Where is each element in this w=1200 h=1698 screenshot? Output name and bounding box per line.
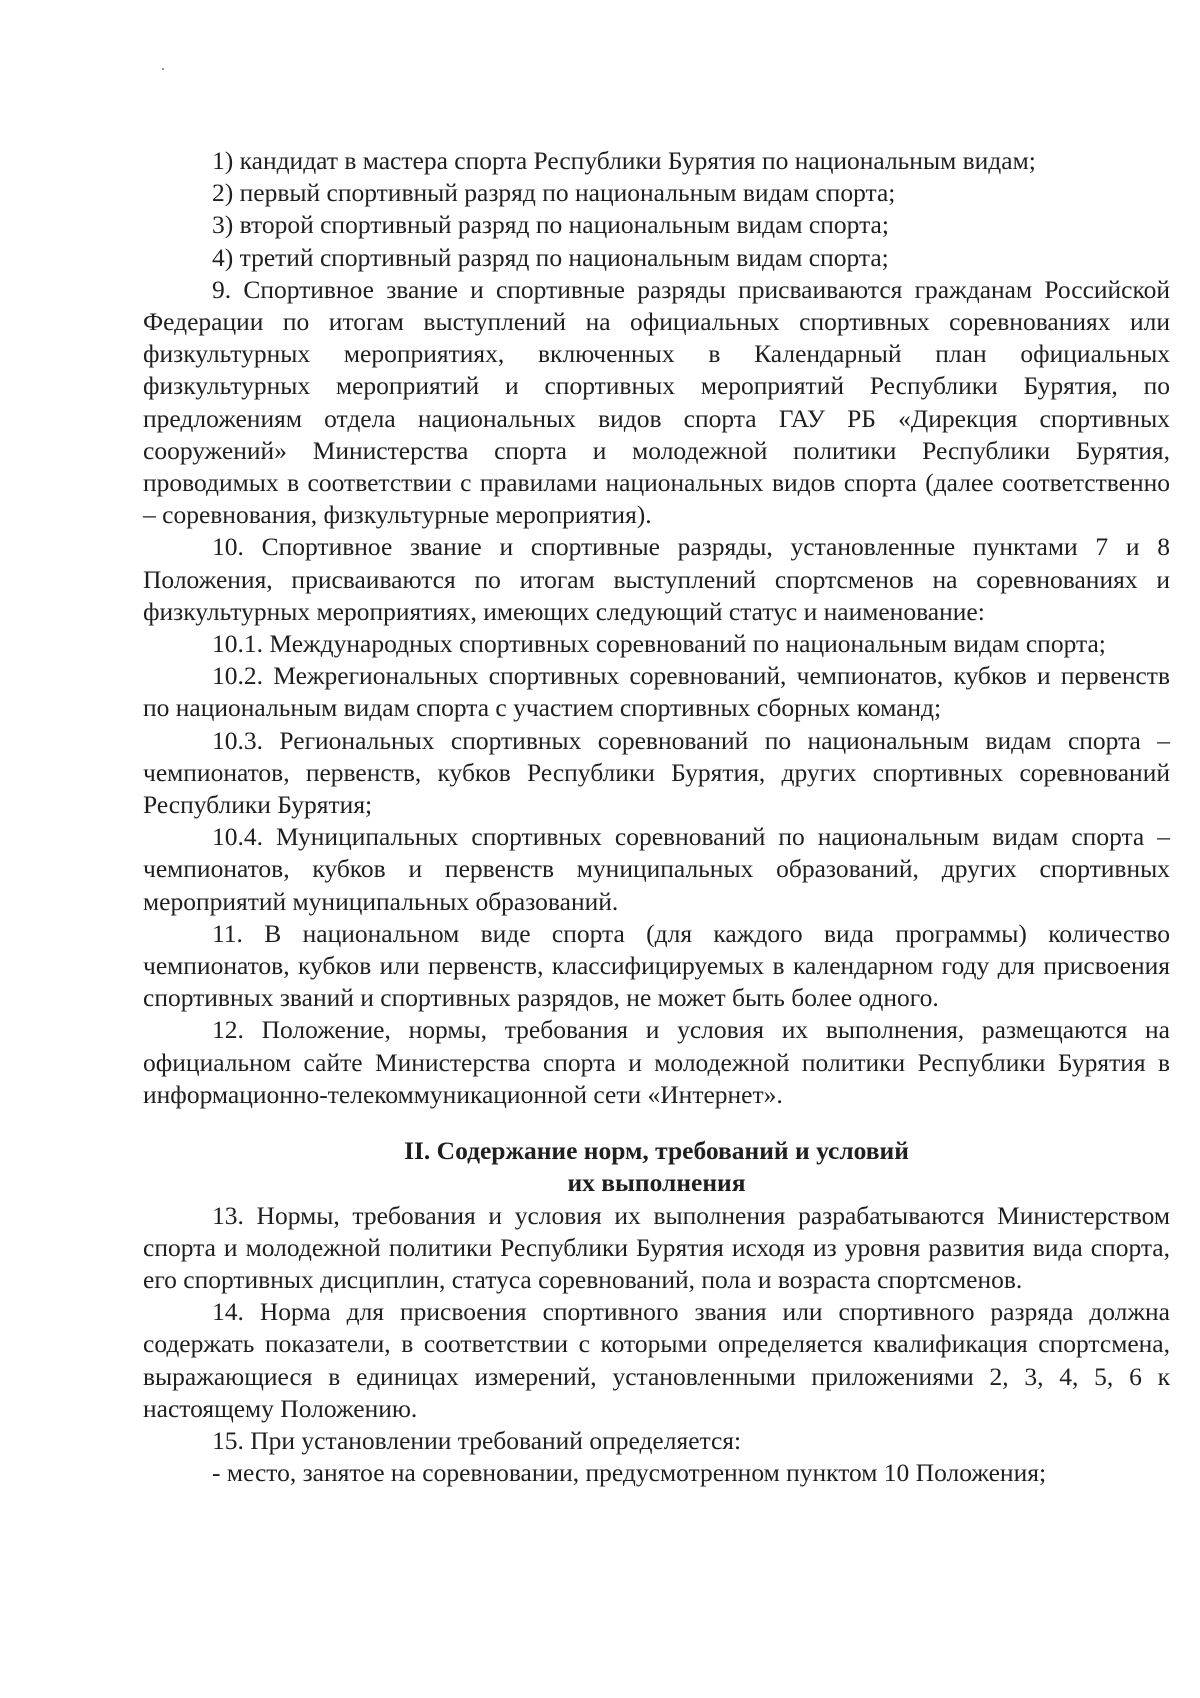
list-item-4: 4) третий спортивный разряд по национальным видам спорта; — [212, 242, 889, 272]
list-item-1: 1) кандидат в мастера спорта Республики Бурятия по национальным видам; — [212, 146, 1036, 175]
paragraph-15: 15. При установлении требований определяется: — [212, 1425, 742, 1455]
paragraph-14: 14. Норма для присвоения спортивного звания или спортивного разряда должна содержать показатели, в соответствии с которыми определяется квалификация спортсмена, выражающиеся в единицах измерений, установленными приложениями 2, 3, 4, 5, 6 к настоящему Положению. — [143, 1297, 1170, 1423]
paragraph-12: 12. Положение, нормы, требования и условия их выполнения, размещаются на официальном сайте Министерства спорта и молодежной политики Республики Бурятия в информационно-телекоммуникационной сети «Интернет». — [143, 1015, 1170, 1109]
scan-speck — [162, 68, 164, 70]
document-body — [143, 145, 1170, 1489]
paragraph-10-3: 10.3. Региональных спортивных соревнований по национальным видам спорта – чемпионатов, первенств, кубков Республики Бурятия, других спортивных соревнований Республики Бурятия; — [143, 725, 1170, 820]
paragraph-9: 9. Спортивное звание и спортивные разряды присваиваются гражданам Российской Федерации по итогам выступлений на официальных спортивных соревнованиях или физкультурных мероприятиях, включенных в Календарный план официальных физкультурных мероприятий и спортивных мероприятий Республики Бурятия, по предложениям отдела национальных видов спорта ГАУ РБ «Дирекция спортивных сооружений» Министерства спорта и молодежной политики Республики Бурятия, проводимых в соответствии с правилами национальных видов спорта (далее соответственно – соревнования, физкультурные мероприятия). — [143, 274, 1170, 530]
section-heading-line-1: II. Содержание норм, требований и условий — [404, 1136, 909, 1166]
paragraph-10: 10. Спортивное звание и спортивные разряды, установленные пунктами 7 и 8 Положения, присваиваются по итогам выступлений спортсменов на соревнованиях и физкультурных мероприятиях, имеющих следующий статус и наименование: — [143, 532, 1170, 626]
paragraph-10-4: 10.4. Муниципальных спортивных соревнований по национальным видам спорта – чемпионатов, кубков и первенств муниципальных образований, других спортивных мероприятий муниципальных образований. — [143, 822, 1170, 916]
list-item-3: 3) второй спортивный разряд по национальным видам спорта; — [212, 210, 889, 240]
paragraph-13: 13. Нормы, требования и условия их выполнения разрабатываются Министерством спорта и молодежной политики Республики Бурятия исходя из уровня развития вида спорта, его спортивных дисциплин, статуса соревнований, пола и возраста спортсменов. — [143, 1200, 1170, 1294]
paragraph-11: 11. В национальном виде спорта (для каждого вида программы) количество чемпионатов, кубков или первенств, классифицируемых в календарном году для присвоения спортивных званий и спортивных разрядов, не может быть более одного. — [143, 918, 1170, 1013]
section-heading — [143, 1135, 1170, 1199]
paragraph-10-1: 10.1. Международных спортивных соревнований по национальным видам спорта; — [212, 629, 1106, 659]
section-heading-line-2: их выполнения — [567, 1168, 746, 1198]
list-item-2: 2) первый спортивный разряд по национальным видам спорта; — [212, 178, 896, 208]
paragraph-15-item: - место, занятое на соревновании, предусмотренном пунктом 10 Положения; — [212, 1458, 1047, 1488]
paragraph-10-2: 10.2. Межрегиональных спортивных соревнований, чемпионатов, кубков и первенств по национальным видам спорта с участием спортивных сборных команд; — [143, 661, 1170, 723]
